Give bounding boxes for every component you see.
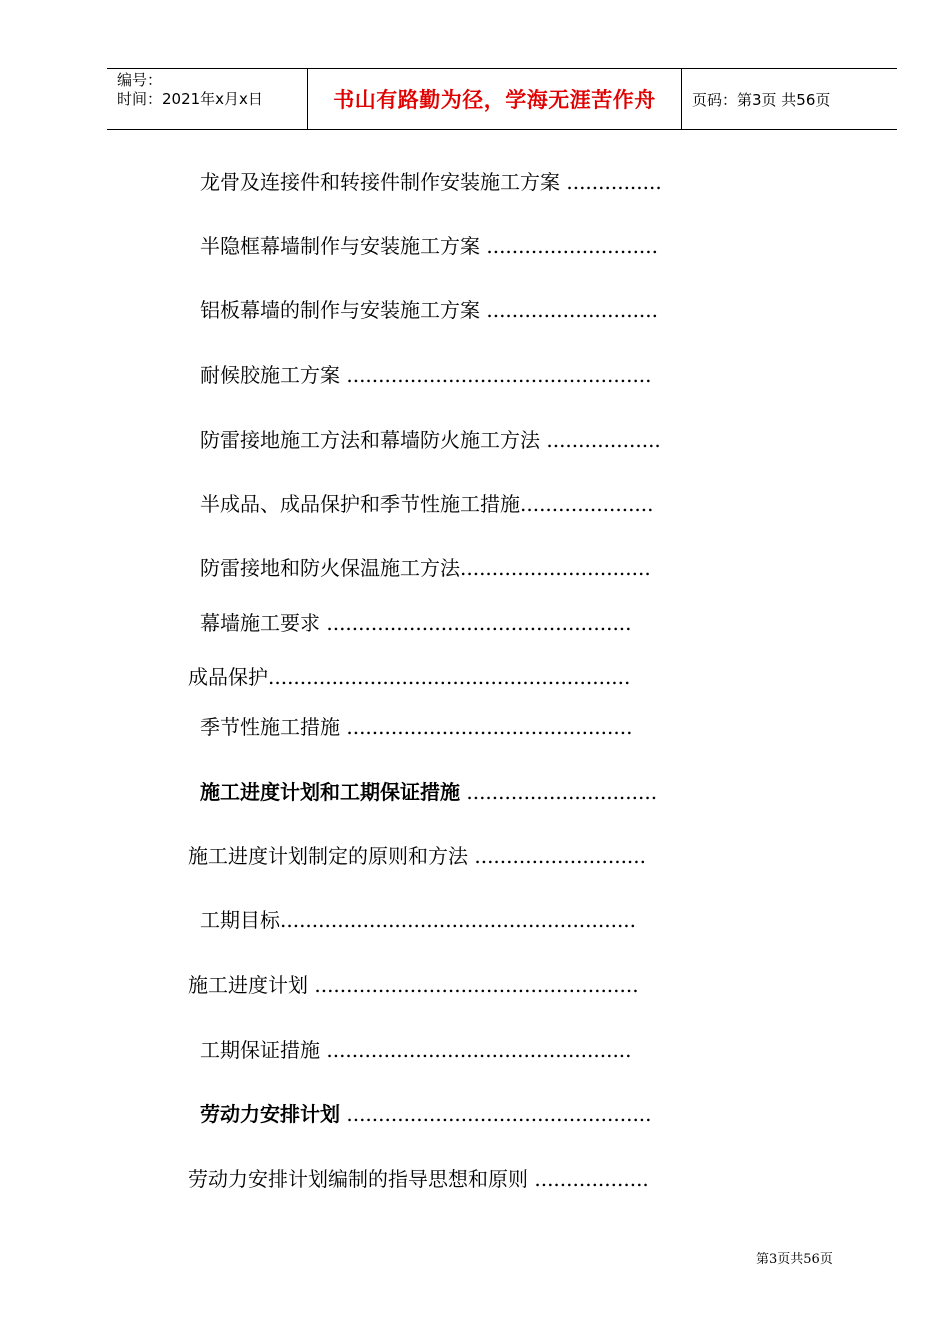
toc-entry-title: 耐候胶施工方案 (200, 363, 340, 387)
toc-entry-title: 防雷接地施工方法和幕墙防火施工方法 (200, 428, 540, 452)
toc-entry-leader: ..................... (520, 492, 654, 516)
toc-entry-leader: .............................. (460, 556, 651, 580)
toc-section-heading (200, 1102, 652, 1126)
toc-entry-leader: ................................................ (340, 363, 652, 387)
toc-entry (188, 665, 630, 689)
toc-entry-leader: ................................................ (320, 611, 632, 635)
toc-entry-leader: .............................. (460, 780, 658, 804)
toc-entry-title: 半隐框幕墙制作与安装施工方案 (200, 234, 480, 258)
page-header (107, 68, 897, 130)
toc-entry (200, 170, 662, 194)
toc-section-title: 劳动力安排计划 (200, 1102, 340, 1126)
header-motto-cell (308, 69, 682, 129)
toc-entry (188, 1167, 649, 1191)
toc-entry-leader: ................................................... (308, 973, 639, 997)
toc-entry-leader: .................. (528, 1167, 649, 1191)
toc-entry-leader: ............................................. (340, 715, 633, 739)
toc-entry (188, 973, 639, 997)
toc-entry-title: 成品保护 (188, 665, 268, 689)
toc-entry (200, 908, 636, 932)
toc-entry (200, 715, 632, 739)
toc-entry (200, 611, 632, 635)
page-footer (756, 1248, 833, 1267)
toc-entry-leader: ........................... (480, 234, 659, 258)
toc-entry (200, 492, 654, 516)
toc-section-heading (200, 780, 657, 804)
toc-entry (200, 234, 658, 258)
toc-entry-leader: ......................................................... (268, 665, 631, 689)
toc-entry-title: 施工进度计划 (188, 973, 308, 997)
header-page-cell (682, 69, 897, 129)
toc-entry (200, 556, 651, 580)
toc-entry-title: 铝板幕墙的制作与安装施工方案 (200, 298, 480, 322)
toc-entry (200, 1038, 632, 1062)
toc-entry-title: 龙骨及连接件和转接件制作安装施工方案 (200, 170, 560, 194)
toc-entry-title: 幕墙施工要求 (200, 611, 320, 635)
toc-entry-leader: .................. (540, 428, 661, 452)
toc-section-title: 施工进度计划和工期保证措施 (200, 780, 460, 804)
header-page-info: 页码：第3页 共56页 (692, 90, 831, 109)
toc-entry-title: 施工进度计划制定的原则和方法 (188, 844, 468, 868)
toc-entry-leader: ........................... (480, 298, 659, 322)
toc-entry-title: 工期保证措施 (200, 1038, 320, 1062)
header-motto: 书山有路勤为径，学海无涯苦作舟 (333, 88, 656, 112)
toc-entry-leader: ................................................ (320, 1038, 632, 1062)
toc-entry-title: 工期目标 (200, 908, 280, 932)
document-time-label: 时间：2021年x月x日 (117, 90, 263, 108)
toc-entry-leader: ........................... (468, 844, 647, 868)
toc-entry (188, 844, 646, 868)
toc-entry (200, 298, 658, 322)
header-meta-cell (107, 69, 308, 129)
toc-entry (200, 428, 661, 452)
toc-entry-title: 季节性施工措施 (200, 715, 340, 739)
toc-entry-title: 劳动力安排计划编制的指导思想和原则 (188, 1167, 528, 1191)
toc-entry-leader: ................................................ (340, 1102, 652, 1126)
toc-entry-leader: ............... (560, 170, 662, 194)
toc-entry-title: 半成品、成品保护和季节性施工措施 (200, 492, 520, 516)
toc-entry-leader: ........................................................ (280, 908, 637, 932)
toc-entry-title: 防雷接地和防火保温施工方法 (200, 556, 460, 580)
footer-page-info: 第3页共56页 (756, 1252, 833, 1267)
toc-entry (200, 363, 652, 387)
document-number-label: 编号： (117, 71, 163, 89)
